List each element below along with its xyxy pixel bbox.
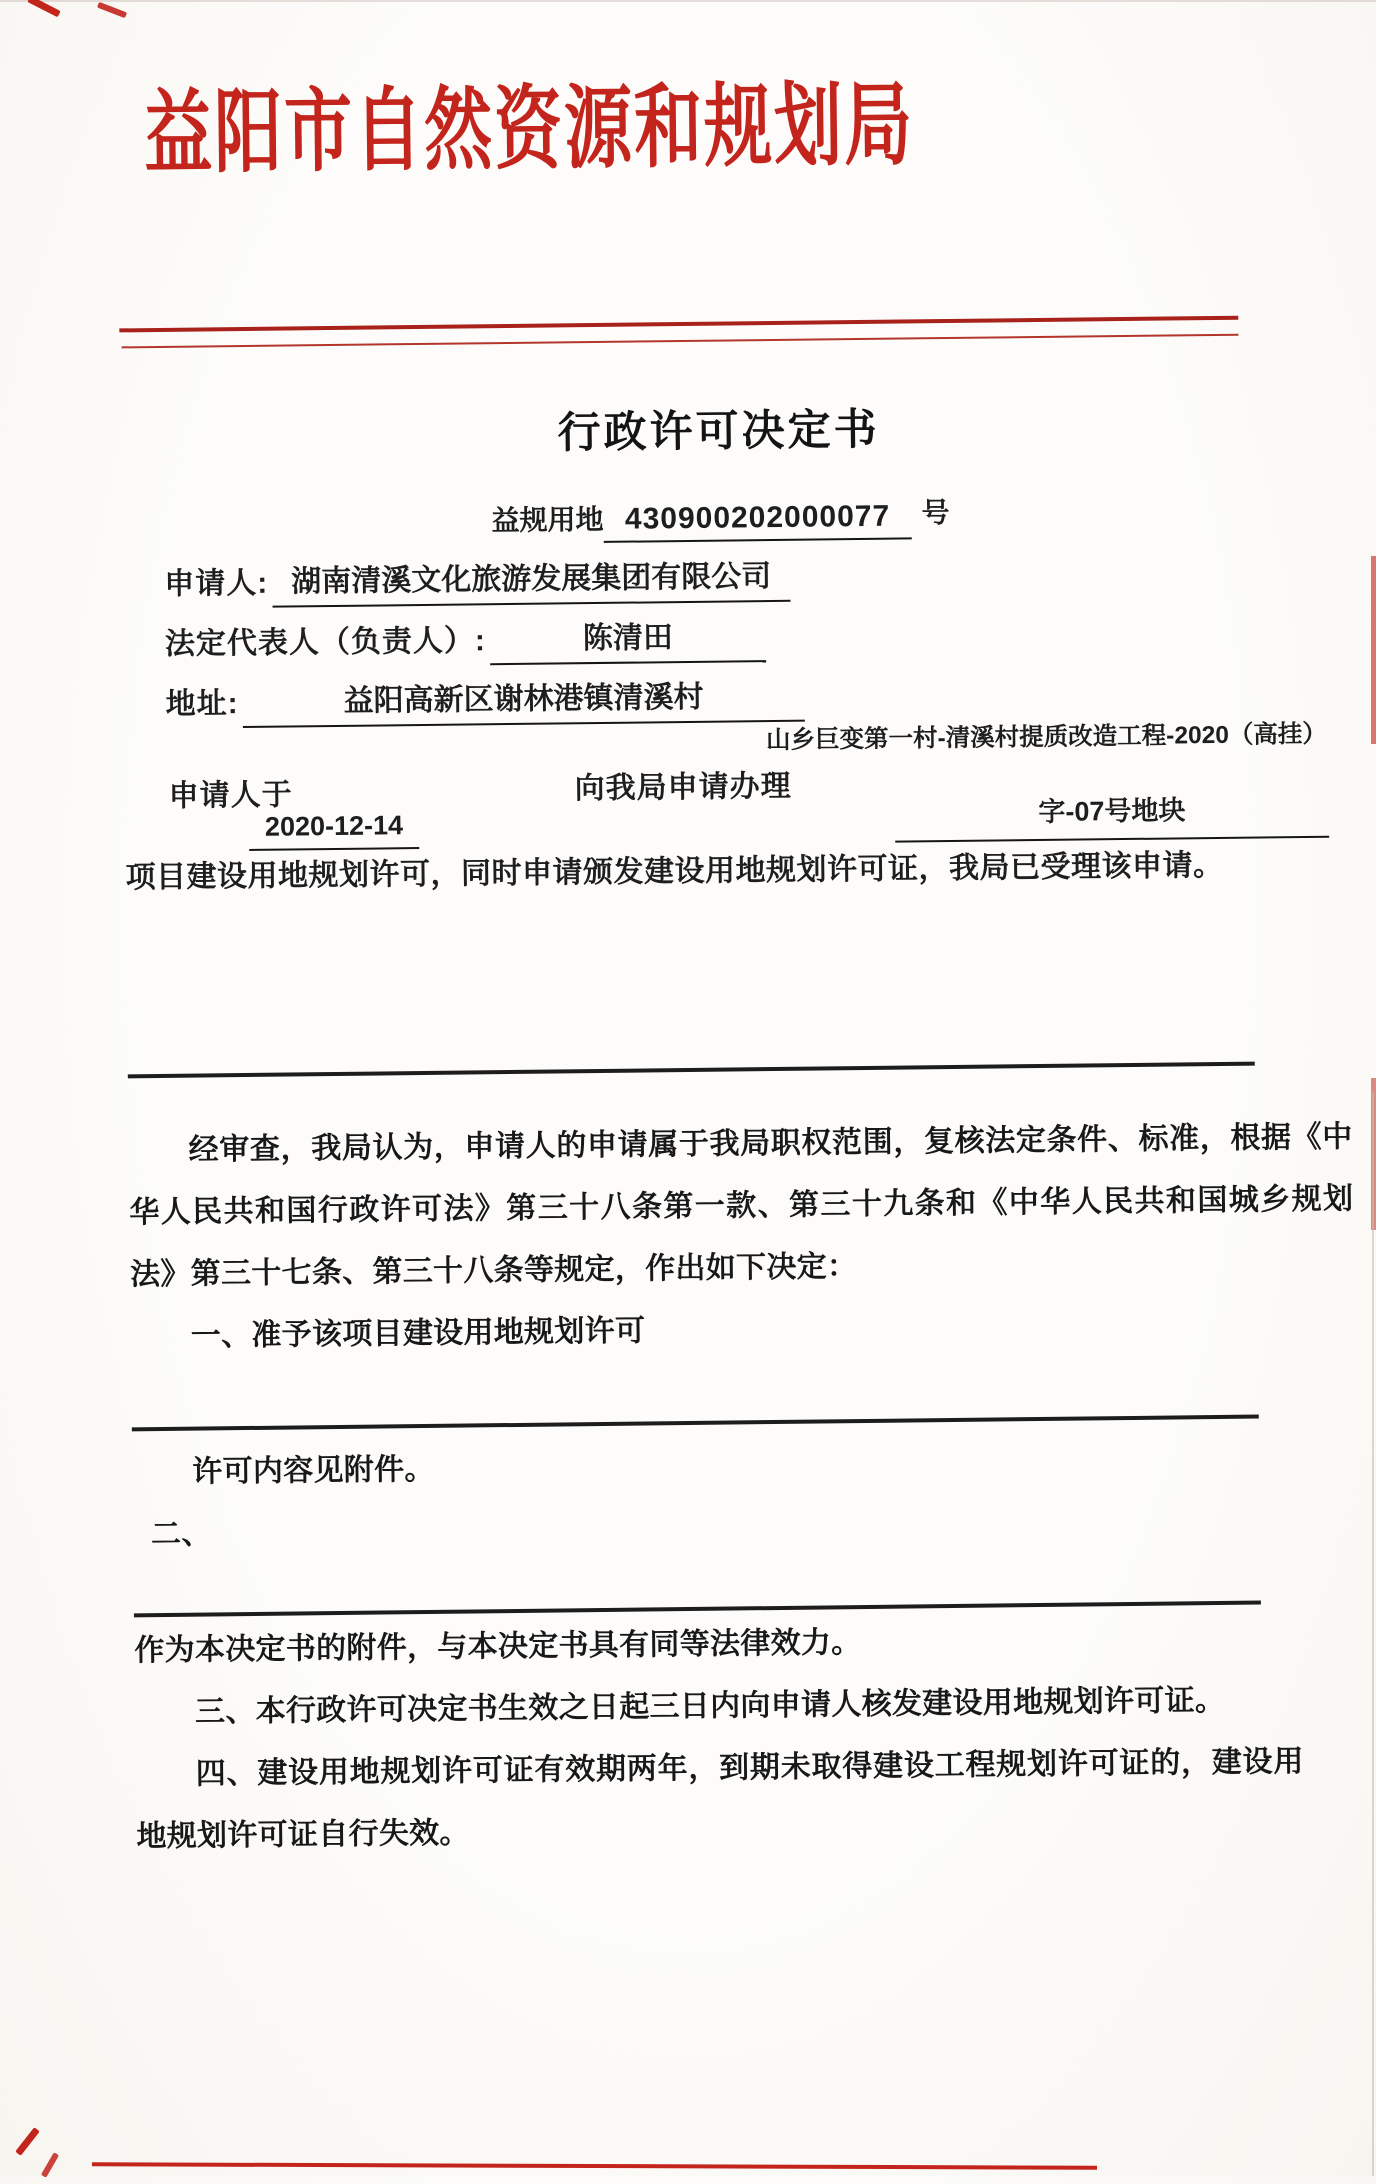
field-row-applicant (164, 551, 791, 609)
scan-right-edge-shadow (1372, 1092, 1374, 2176)
decision-item-one: 一、准予该项目建设用地规划许可 (190, 1314, 646, 1353)
applicant-label: 申请人: (164, 566, 269, 601)
doc-number-prefix: 益规用地 (491, 503, 604, 537)
applicant-value: 湖南清溪文化旅游发展集团有限公司 (272, 551, 791, 608)
address-value: 益阳高新区谢林港镇清溪村 (242, 671, 805, 728)
attachment-note: 许可内容见附件。 (192, 1452, 435, 1489)
doc-number-value: 430900202000077 (603, 499, 911, 542)
doc-number-row (491, 491, 950, 544)
scan-top-edge-shadow (0, 0, 1376, 2)
applied-on-label: 申请人于 (168, 778, 293, 813)
agency-letterhead-title (139, 74, 920, 185)
review-paragraph: 经审查，我局认为，申请人的申请属于我局职权范围，复核法定条件、标准，根据《中华人民共和国行政许可法》第三十八条第一款、第三十九条和《中华人民共和国城乡规划法》第三十七条、第三十八条等规定，作出如下决定： (129, 1120, 1354, 1292)
application-statement: 项目建设用地规划许可，同时申请颁发建设用地规划许可证，我局已受理该申请。 (125, 848, 1224, 895)
decision-item-four: 四、建设用地规划许可证有效期两年，到期未取得建设工程规划许可证的，建设用地规划许可证自行失效。 (136, 1745, 1304, 1854)
address-label: 地址: (165, 687, 239, 721)
applied-to-label: 向我局申请办理 (574, 769, 792, 806)
legal-rep-label: 法定代表人（负责人）: (164, 624, 487, 661)
letterhead-rule-bottom (122, 334, 1239, 349)
field-row-address (165, 671, 805, 729)
attachment-section (132, 1428, 1357, 1566)
final-clauses-section (134, 1607, 1305, 1868)
review-section (128, 1106, 1355, 1368)
legal-rep-value: 陈清田 (490, 611, 767, 665)
attachment-effect-note: 作为本决定书的附件，与本决定书具有同等法律效力。 (134, 1626, 862, 1668)
section-divider-1 (128, 1062, 1255, 1078)
application-date-underline (249, 797, 420, 851)
decision-item-three: 三、本行政许可决定书生效之日起三日内向申请人核发建设用地规划许可证。 (194, 1683, 1226, 1729)
application-date: 2020-12-14 (264, 810, 404, 842)
doc-number-suffix: 号 (921, 496, 950, 529)
agency-title-text: 益阳市自然资源和规划局 (143, 74, 915, 185)
decision-item-two: 二、 (150, 1517, 212, 1552)
field-row-legal-rep (165, 611, 767, 669)
project-name-line1: 山乡巨变第一村-清溪村提质改造工程-2020（高挂） (765, 720, 1328, 755)
project-name-underline (894, 771, 1329, 843)
section-divider-2 (132, 1415, 1259, 1432)
scan-artifact-right-red-1 (1371, 556, 1376, 744)
letterhead-rule-top (119, 316, 1238, 332)
document-title: 行政许可决定书 (557, 405, 880, 458)
project-name-line2: 字-07号地块 (1038, 795, 1186, 828)
